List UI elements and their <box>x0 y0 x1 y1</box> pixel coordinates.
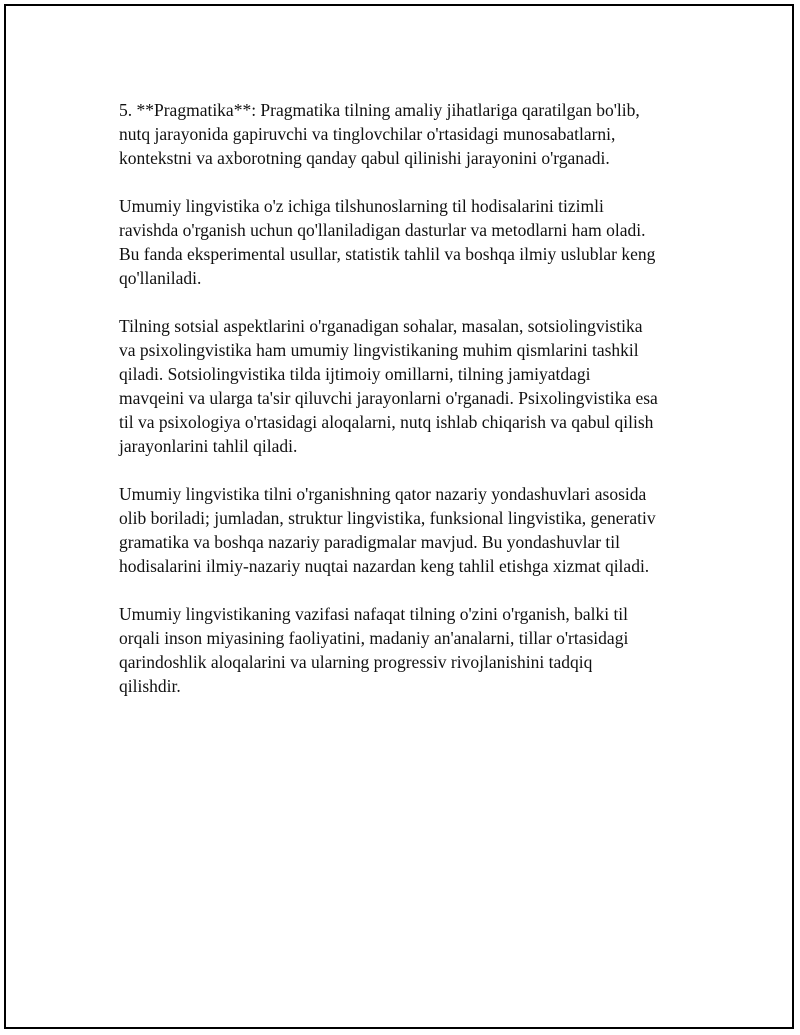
text-line: va psixolingvistika ham umumiy lingvistikaning muhim qismlarini tashkil <box>119 340 639 360</box>
text-line: Bu fanda eksperimental usullar, statistik tahlil va boshqa ilmiy uslublar keng <box>119 244 656 264</box>
text-line: nutq jarayonida gapiruvchi va tinglovchilar o'rtasidagi munosabatlarni, <box>119 124 616 144</box>
text-line: hodisalarini ilmiy-nazariy nuqtai nazardan keng tahlil etishga xizmat qiladi. <box>119 556 650 576</box>
text-line: 5. **Pragmatika**: Pragmatika tilning amaliy jihatlariga qaratilgan bo'lib, <box>119 100 640 120</box>
paragraph-tasks <box>119 602 699 698</box>
text-line: kontekstni va axborotning qanday qabul qilinishi jarayonini o'rganadi. <box>119 148 610 168</box>
text-line: Umumiy lingvistika tilni o'rganishning qator nazariy yondashuvlari asosida <box>119 484 647 504</box>
text-line: Umumiy lingvistika o'z ichiga tilshunoslarning til hodisalarini tizimli <box>119 196 604 216</box>
paragraph-social-aspects <box>119 314 699 458</box>
page-frame <box>4 4 794 1029</box>
text-line: Tilning sotsial aspektlarini o'rganadigan sohalar, masalan, sotsiolingvistika <box>119 316 643 336</box>
text-line: mavqeini va ularga ta'sir qiluvchi jarayonlarni o'rganadi. Psixolingvistika esa <box>119 388 658 408</box>
text-line: qiladi. Sotsiolingvistika tilda ijtimoiy omillarni, tilning jamiyatdagi <box>119 364 591 384</box>
text-line: jarayonlarini tahlil qiladi. <box>119 436 298 456</box>
text-line: qarindoshlik aloqalarini va ularning progressiv rivojlanishini tadqiq <box>119 652 593 672</box>
text-line: qilishdir. <box>119 676 181 696</box>
text-line: Umumiy lingvistikaning vazifasi nafaqat tilning o'zini o'rganish, balki til <box>119 604 629 624</box>
text-line: qo'llaniladi. <box>119 268 202 288</box>
paragraph-theoretical-approaches <box>119 482 699 578</box>
paragraph-methods <box>119 194 699 290</box>
text-line: orqali inson miyasining faoliyatini, madaniy an'analarni, tillar o'rtasidagi <box>119 628 629 648</box>
text-line: ravishda o'rganish uchun qo'llaniladigan dasturlar va metodlarni ham oladi. <box>119 220 646 240</box>
text-line: gramatika va boshqa nazariy paradigmalar mavjud. Bu yondashuvlar til <box>119 532 621 552</box>
paragraph-pragmatika <box>119 98 699 170</box>
text-line: til va psixologiya o'rtasidagi aloqalarni, nutq ishlab chiqarish va qabul qilish <box>119 412 654 432</box>
text-line: olib boriladi; jumladan, struktur lingvistika, funksional lingvistika, generativ <box>119 508 656 528</box>
document-body <box>119 98 699 722</box>
